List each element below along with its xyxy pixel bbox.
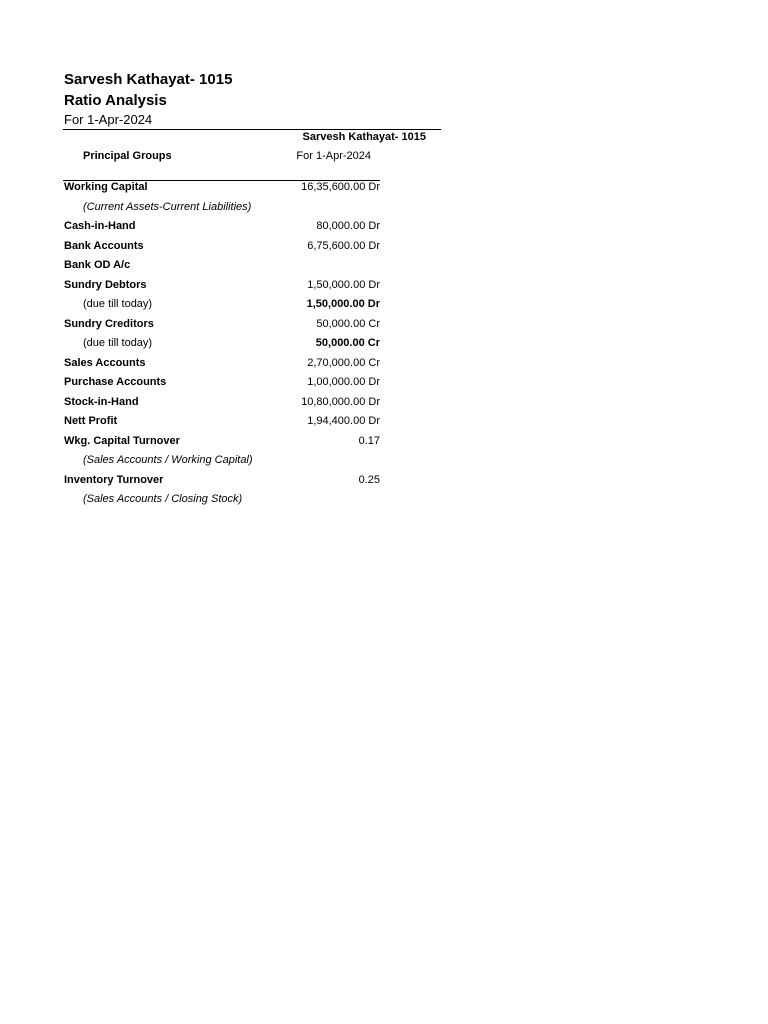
row-value: 16,35,600.00 Dr [301, 181, 380, 193]
row-note: (Sales Accounts / Closing Stock) [83, 493, 243, 505]
row-nett-profit [64, 412, 380, 432]
row-value: 0.25 [358, 473, 380, 486]
row-inventory-turnover [64, 471, 380, 491]
row-label: Wkg. Capital Turnover [64, 434, 180, 447]
row-inventory-turnover-formula [64, 490, 380, 510]
row-working-capital-formula [64, 198, 380, 218]
report-period: For 1-Apr-2024 [64, 112, 153, 127]
row-label: Sundry Debtors [64, 278, 147, 291]
row-value: 6,75,600.00 Dr [307, 239, 380, 252]
row-label: Purchase Accounts [64, 376, 167, 388]
row-label: Bank Accounts [64, 239, 144, 252]
row-value: 1,00,000.00 Dr [307, 376, 380, 388]
row-sundry-creditors [64, 315, 380, 335]
row-label: Stock-in-Hand [64, 395, 139, 408]
column-period: For 1-Apr-2024 [296, 150, 371, 162]
row-creditors-due-today [64, 334, 380, 354]
row-label: Cash-in-Hand [64, 220, 136, 232]
row-note: (Sales Accounts / Working Capital) [83, 454, 253, 466]
row-value: 2,70,000.00 Cr [307, 356, 380, 369]
row-bank-accounts [64, 237, 380, 257]
row-cash-in-hand [64, 217, 380, 237]
row-purchase-accounts [64, 373, 380, 393]
row-value: 1,50,000.00 Dr [306, 298, 380, 310]
row-wkg-capital-turnover-formula [64, 451, 380, 471]
row-label: Nett Profit [64, 415, 118, 427]
row-label: Working Capital [64, 181, 148, 193]
row-sundry-debtors [64, 276, 380, 296]
report-title: Ratio Analysis [64, 92, 167, 109]
row-value: 10,80,000.00 Dr [301, 395, 380, 408]
row-note: (Current Assets-Current Liabilities) [83, 200, 252, 213]
row-label: (due till today) [83, 337, 153, 349]
row-label: Sales Accounts [64, 356, 146, 369]
row-value: 50,000.00 Cr [315, 337, 380, 349]
company-name: Sarvesh Kathayat- 1015 [64, 71, 233, 88]
row-wkg-capital-turnover [64, 432, 380, 452]
row-value: 1,50,000.00 Dr [307, 278, 380, 291]
row-label: Sundry Creditors [64, 317, 154, 330]
row-label: Inventory Turnover [64, 473, 164, 486]
report-header [64, 69, 232, 129]
row-value: 80,000.00 Dr [316, 220, 380, 232]
column-company-name: Sarvesh Kathayat- 1015 [302, 131, 426, 143]
row-bank-od [64, 256, 380, 276]
column-principal-groups: Principal Groups [83, 150, 172, 162]
row-label: Bank OD A/c [64, 259, 131, 271]
row-value: 0.17 [358, 434, 380, 447]
row-label: (due till today) [83, 298, 153, 310]
ratio-table [64, 178, 380, 510]
row-value: 1,94,400.00 Dr [307, 415, 380, 427]
row-sales-accounts [64, 354, 380, 374]
row-stock-in-hand [64, 393, 380, 413]
row-value: 50,000.00 Cr [316, 317, 380, 330]
row-debtors-due-today [64, 295, 380, 315]
row-working-capital [64, 178, 380, 198]
